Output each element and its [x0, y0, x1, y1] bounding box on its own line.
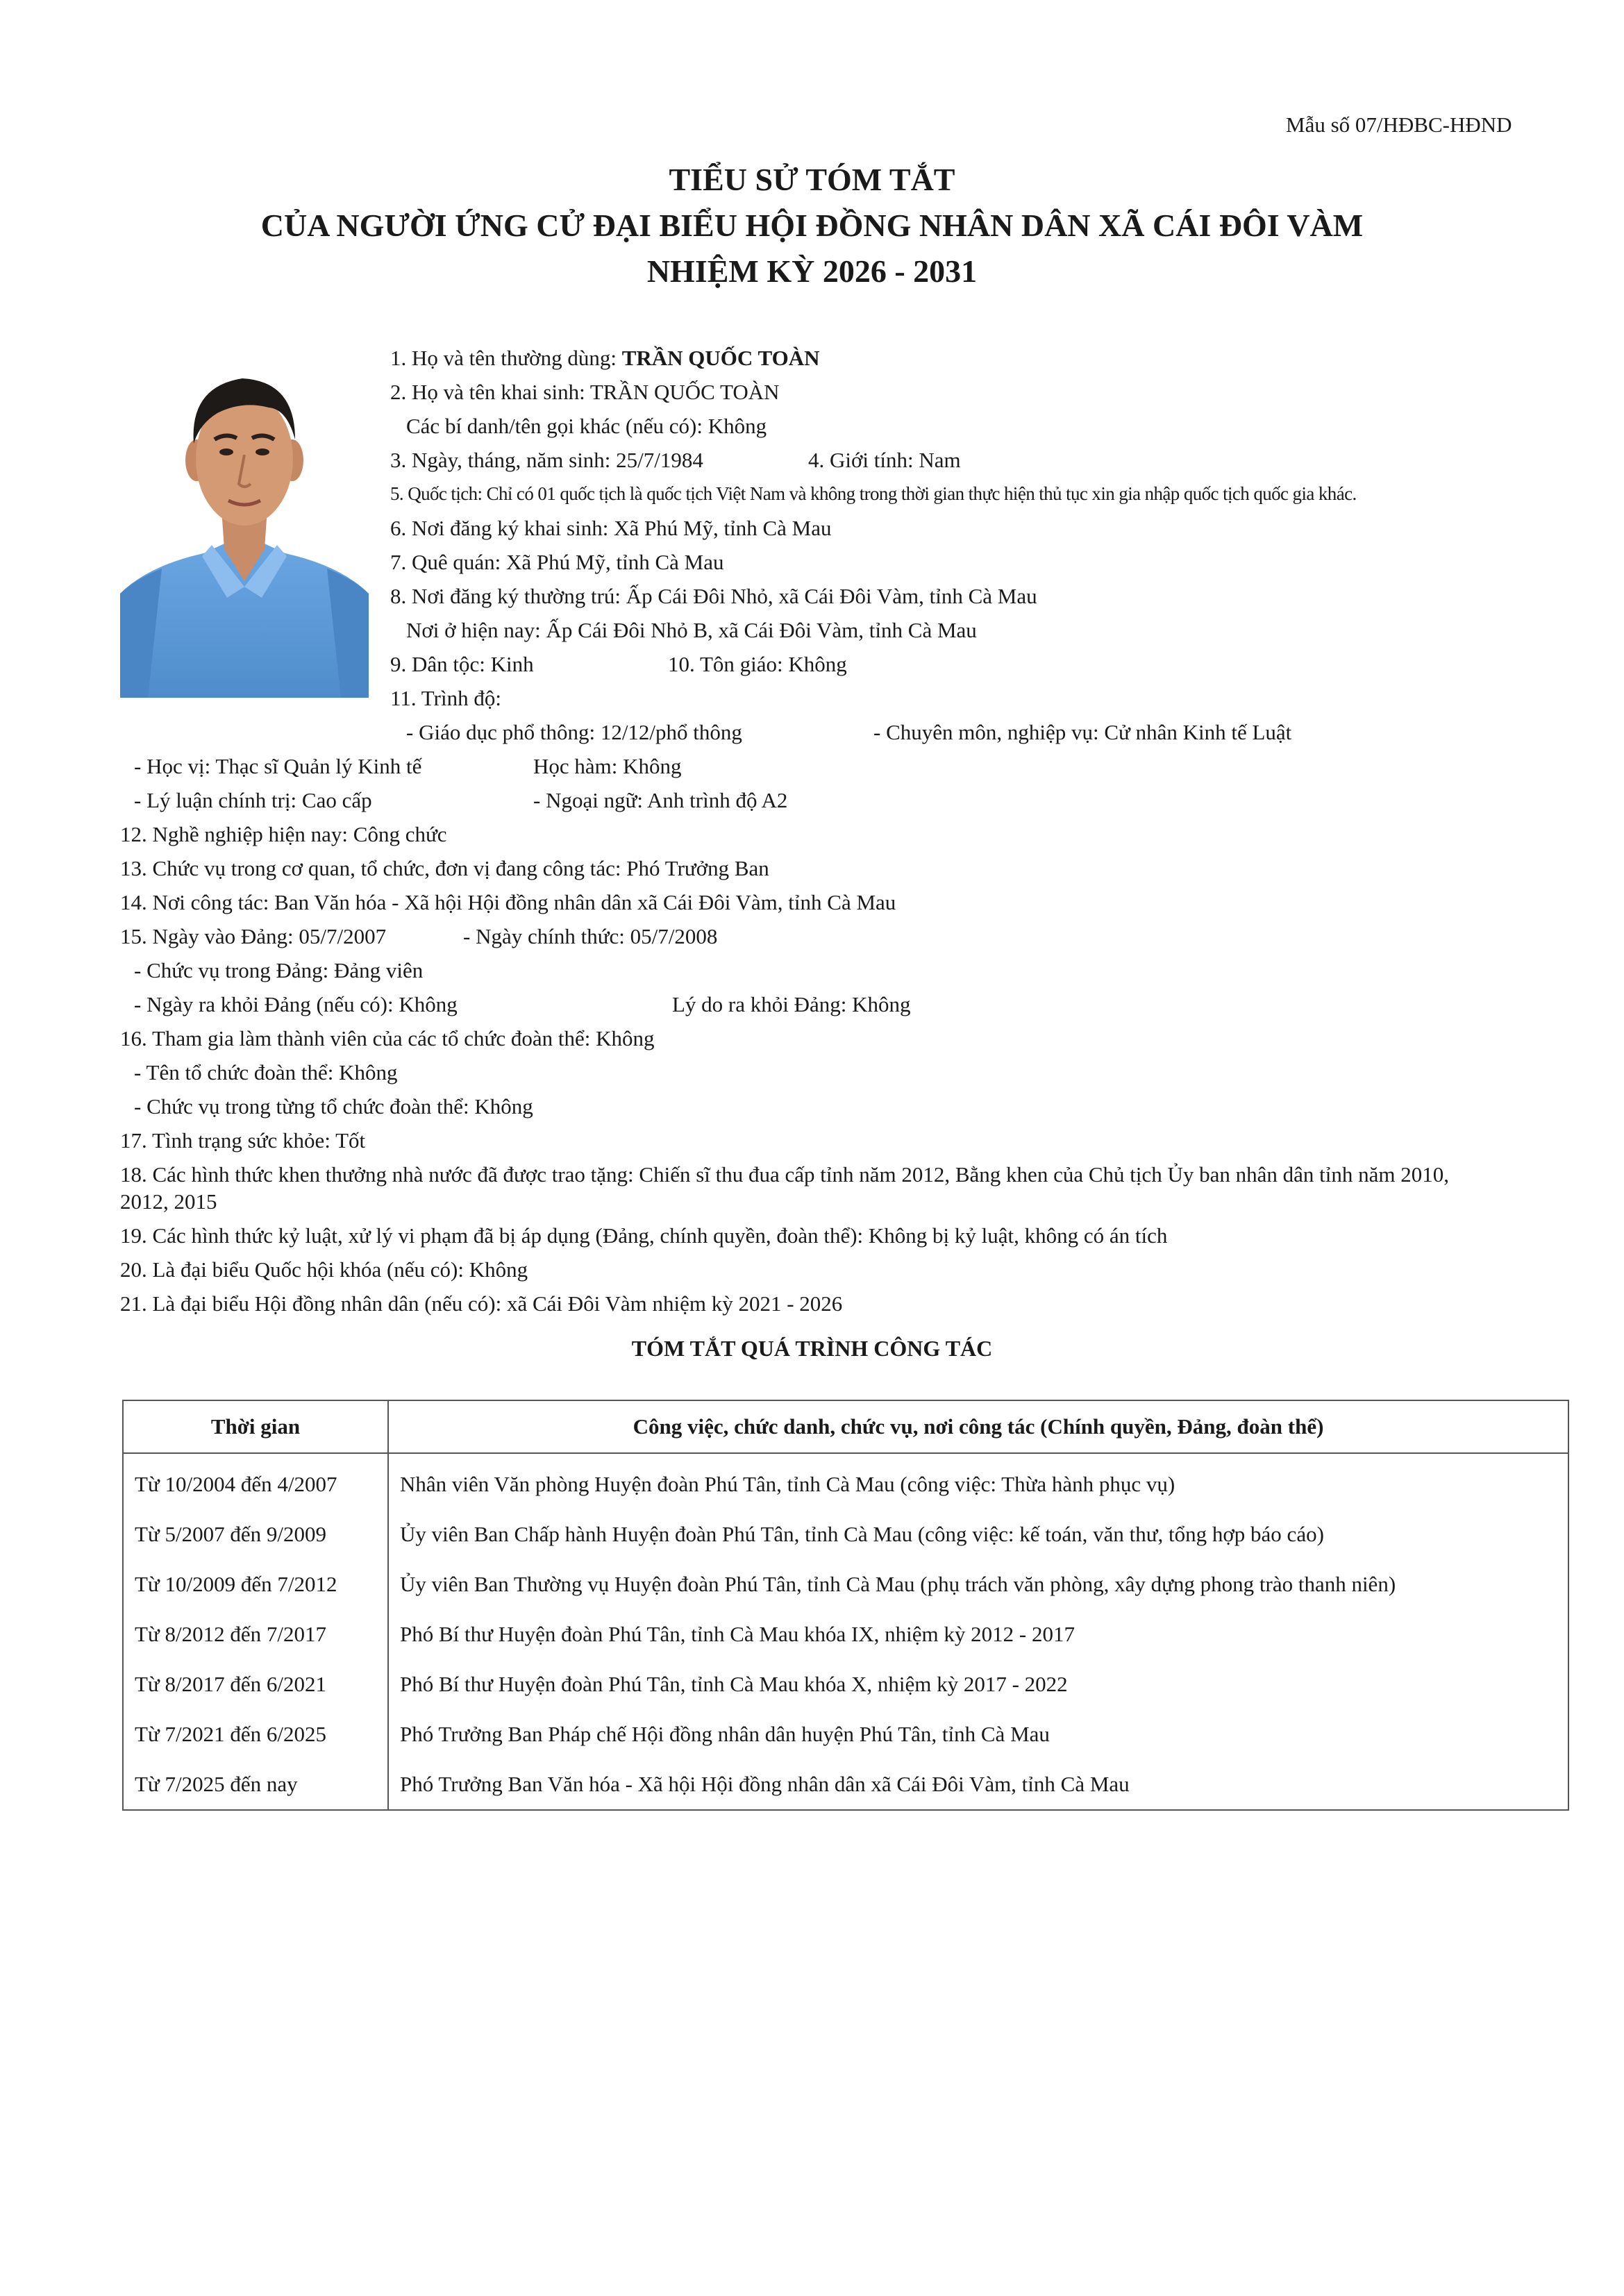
field-foreign-language: - Ngoại ngữ: Anh trình độ A2: [533, 788, 788, 812]
field-party-leave-date: - Ngày ra khỏi Đảng (nếu có): Không: [134, 992, 458, 1016]
row-work: Ủy viên Ban Thường vụ Huyện đoàn Phú Tân, tỉnh Cà Mau (phụ trách văn phòng, xây dựng phong trào thanh niên): [388, 1559, 1568, 1609]
field-aliases: Các bí danh/tên gọi khác (nếu có): Không: [406, 414, 767, 438]
row-time: Từ 7/2025 đến nay: [123, 1759, 388, 1810]
field-common-name: [390, 346, 820, 371]
field-education-heading: 11. Trình độ:: [390, 686, 501, 710]
row-work: Ủy viên Ban Chấp hành Huyện đoàn Phú Tân, tỉnh Cà Mau (công việc: kế toán, văn thư, tổng hợp báo cáo): [388, 1509, 1568, 1559]
field-party-leave-reason: Lý do ra khỏi Đảng: Không: [672, 992, 911, 1016]
field-party-join-date: 15. Ngày vào Đảng: 05/7/2007: [120, 924, 387, 948]
work-history-table: [122, 1400, 1569, 1811]
title-line-3: NHIỆM KỲ 2026 - 2031: [646, 253, 978, 289]
table-row: [123, 1509, 1568, 1559]
field-discipline: 19. Các hình thức kỷ luật, xử lý vi phạm đã bị áp dụng (Đảng, chính quyền, đoàn thể): Không bị kỷ luật, không có án tích: [120, 1223, 1168, 1248]
field-workplace: 14. Nơi công tác: Ban Văn hóa - Xã hội Hội đồng nhân dân xã Cái Đôi Vàm, tỉnh Cà Mau: [120, 890, 896, 914]
row-time: Từ 5/2007 đến 9/2009: [123, 1509, 388, 1559]
row-time: Từ 7/2021 đến 6/2025: [123, 1709, 388, 1759]
table-row: [123, 1709, 1568, 1759]
row-work: Nhân viên Văn phòng Huyện đoàn Phú Tân, tỉnh Cà Mau (công việc: Thừa hành phục vụ): [388, 1453, 1568, 1509]
field-professional-qualification: - Chuyên môn, nghiệp vụ: Cử nhân Kinh tế Luật: [873, 720, 1292, 744]
field-general-education: - Giáo dục phổ thông: 12/12/phổ thông: [406, 720, 742, 744]
field-common-name-value: TRẦN QUỐC TOÀN: [621, 346, 820, 370]
field-party-position: - Chức vụ trong Đảng: Đảng viên: [134, 958, 424, 982]
field-organization-name: - Tên tổ chức đoàn thể: Không: [134, 1060, 398, 1084]
field-gender: 4. Giới tính: Nam: [808, 448, 961, 472]
table-header-row: [123, 1400, 1568, 1453]
field-occupation: 12. Nghề nghiệp hiện nay: Công chức: [120, 822, 447, 846]
field-nationality: 5. Quốc tịch: Chỉ có 01 quốc tịch là quốc tịch Việt Nam và không trong thời gian thực hiện thủ tục xin gia nhập quốc tịch quốc gia khác.: [390, 483, 1357, 504]
portrait-photo: [120, 358, 369, 698]
field-religion: 10. Tôn giáo: Không: [668, 652, 847, 676]
table-row: [123, 1609, 1568, 1659]
row-work: Phó Bí thư Huyện đoàn Phú Tân, tỉnh Cà Mau khóa X, nhiệm kỳ 2017 - 2022: [388, 1659, 1568, 1709]
field-organization-position: - Chức vụ trong từng tổ chức đoàn thể: Không: [134, 1094, 533, 1118]
field-ethnicity: 9. Dân tộc: Kinh: [390, 652, 534, 676]
field-national-assembly: 20. Là đại biểu Quốc hội khóa (nếu có): Không: [120, 1257, 528, 1282]
field-awards: 18. Các hình thức khen thưởng nhà nước đã được trao tặng: Chiến sĩ thu đua cấp tỉnh năm 2012, Bằng khen của Chủ tịch Ủy ban nhân dân tỉnh năm 2010,: [120, 1162, 1450, 1187]
field-position: 13. Chức vụ trong cơ quan, tổ chức, đơn vị đang công tác: Phó Trưởng Ban: [120, 856, 769, 880]
field-health: 17. Tình trạng sức khỏe: Tốt: [120, 1128, 366, 1153]
header-time: Thời gian: [123, 1400, 388, 1453]
row-work: Phó Trưởng Ban Pháp chế Hội đồng nhân dân huyện Phú Tân, tỉnh Cà Mau: [388, 1709, 1568, 1759]
row-time: Từ 8/2017 đến 6/2021: [123, 1659, 388, 1709]
table-row: [123, 1453, 1568, 1509]
title-line-1: TIỂU SỬ TÓM TẮT: [669, 162, 955, 197]
table-row: [123, 1659, 1568, 1709]
table-row: [123, 1759, 1568, 1810]
table-row: [123, 1559, 1568, 1609]
field-permanent-residence: 8. Nơi đăng ký thường trú: Ấp Cái Đôi Nhỏ, xã Cái Đôi Vàm, tỉnh Cà Mau: [390, 584, 1037, 608]
field-political-theory: - Lý luận chính trị: Cao cấp: [134, 788, 372, 812]
field-awards-continued: 2012, 2015: [120, 1189, 217, 1214]
field-birth-date: 3. Ngày, tháng, năm sinh: 25/7/1984: [390, 448, 703, 472]
field-academic-degree: - Học vị: Thạc sĩ Quản lý Kinh tế: [134, 754, 422, 778]
row-time: Từ 10/2009 đến 7/2012: [123, 1559, 388, 1609]
field-current-residence: Nơi ở hiện nay: Ấp Cái Đôi Nhỏ B, xã Cái Đôi Vàm, tỉnh Cà Mau: [406, 618, 977, 642]
row-time: Từ 8/2012 đến 7/2017: [123, 1609, 388, 1659]
field-party-official-date: - Ngày chính thức: 05/7/2008: [463, 924, 718, 948]
portrait-icon: [120, 358, 369, 698]
header-work: Công việc, chức danh, chức vụ, nơi công tác (Chính quyền, Đảng, đoàn thể): [388, 1400, 1568, 1453]
work-history-title: TÓM TẮT QUÁ TRÌNH CÔNG TÁC: [631, 1336, 993, 1361]
form-code: Mẫu số 07/HĐBC-HĐND: [1286, 112, 1512, 137]
row-work: Phó Trưởng Ban Văn hóa - Xã hội Hội đồng nhân dân xã Cái Đôi Vàm, tỉnh Cà Mau: [388, 1759, 1568, 1810]
field-hometown: 7. Quê quán: Xã Phú Mỹ, tỉnh Cà Mau: [390, 550, 724, 574]
field-birth-name: 2. Họ và tên khai sinh: TRẦN QUỐC TOÀN: [390, 380, 780, 404]
title-line-2: CỦA NGƯỜI ỨNG CỬ ĐẠI BIỂU HỘI ĐỒNG NHÂN DÂN XÃ CÁI ĐÔI VÀM: [260, 208, 1364, 243]
row-work: Phó Bí thư Huyện đoàn Phú Tân, tỉnh Cà Mau khóa IX, nhiệm kỳ 2012 - 2017: [388, 1609, 1568, 1659]
field-common-name-label: 1. Họ và tên thường dùng:: [390, 346, 622, 370]
field-people-council: 21. Là đại biểu Hội đồng nhân dân (nếu có): xã Cái Đôi Vàm nhiệm kỳ 2021 - 2026: [120, 1291, 843, 1316]
row-time: Từ 10/2004 đến 4/2007: [123, 1453, 388, 1509]
field-academic-title: Học hàm: Không: [533, 754, 682, 778]
field-birth-registration: 6. Nơi đăng ký khai sinh: Xã Phú Mỹ, tỉnh Cà Mau: [390, 516, 832, 540]
field-organizations: 16. Tham gia làm thành viên của các tổ chức đoàn thể: Không: [120, 1026, 655, 1050]
